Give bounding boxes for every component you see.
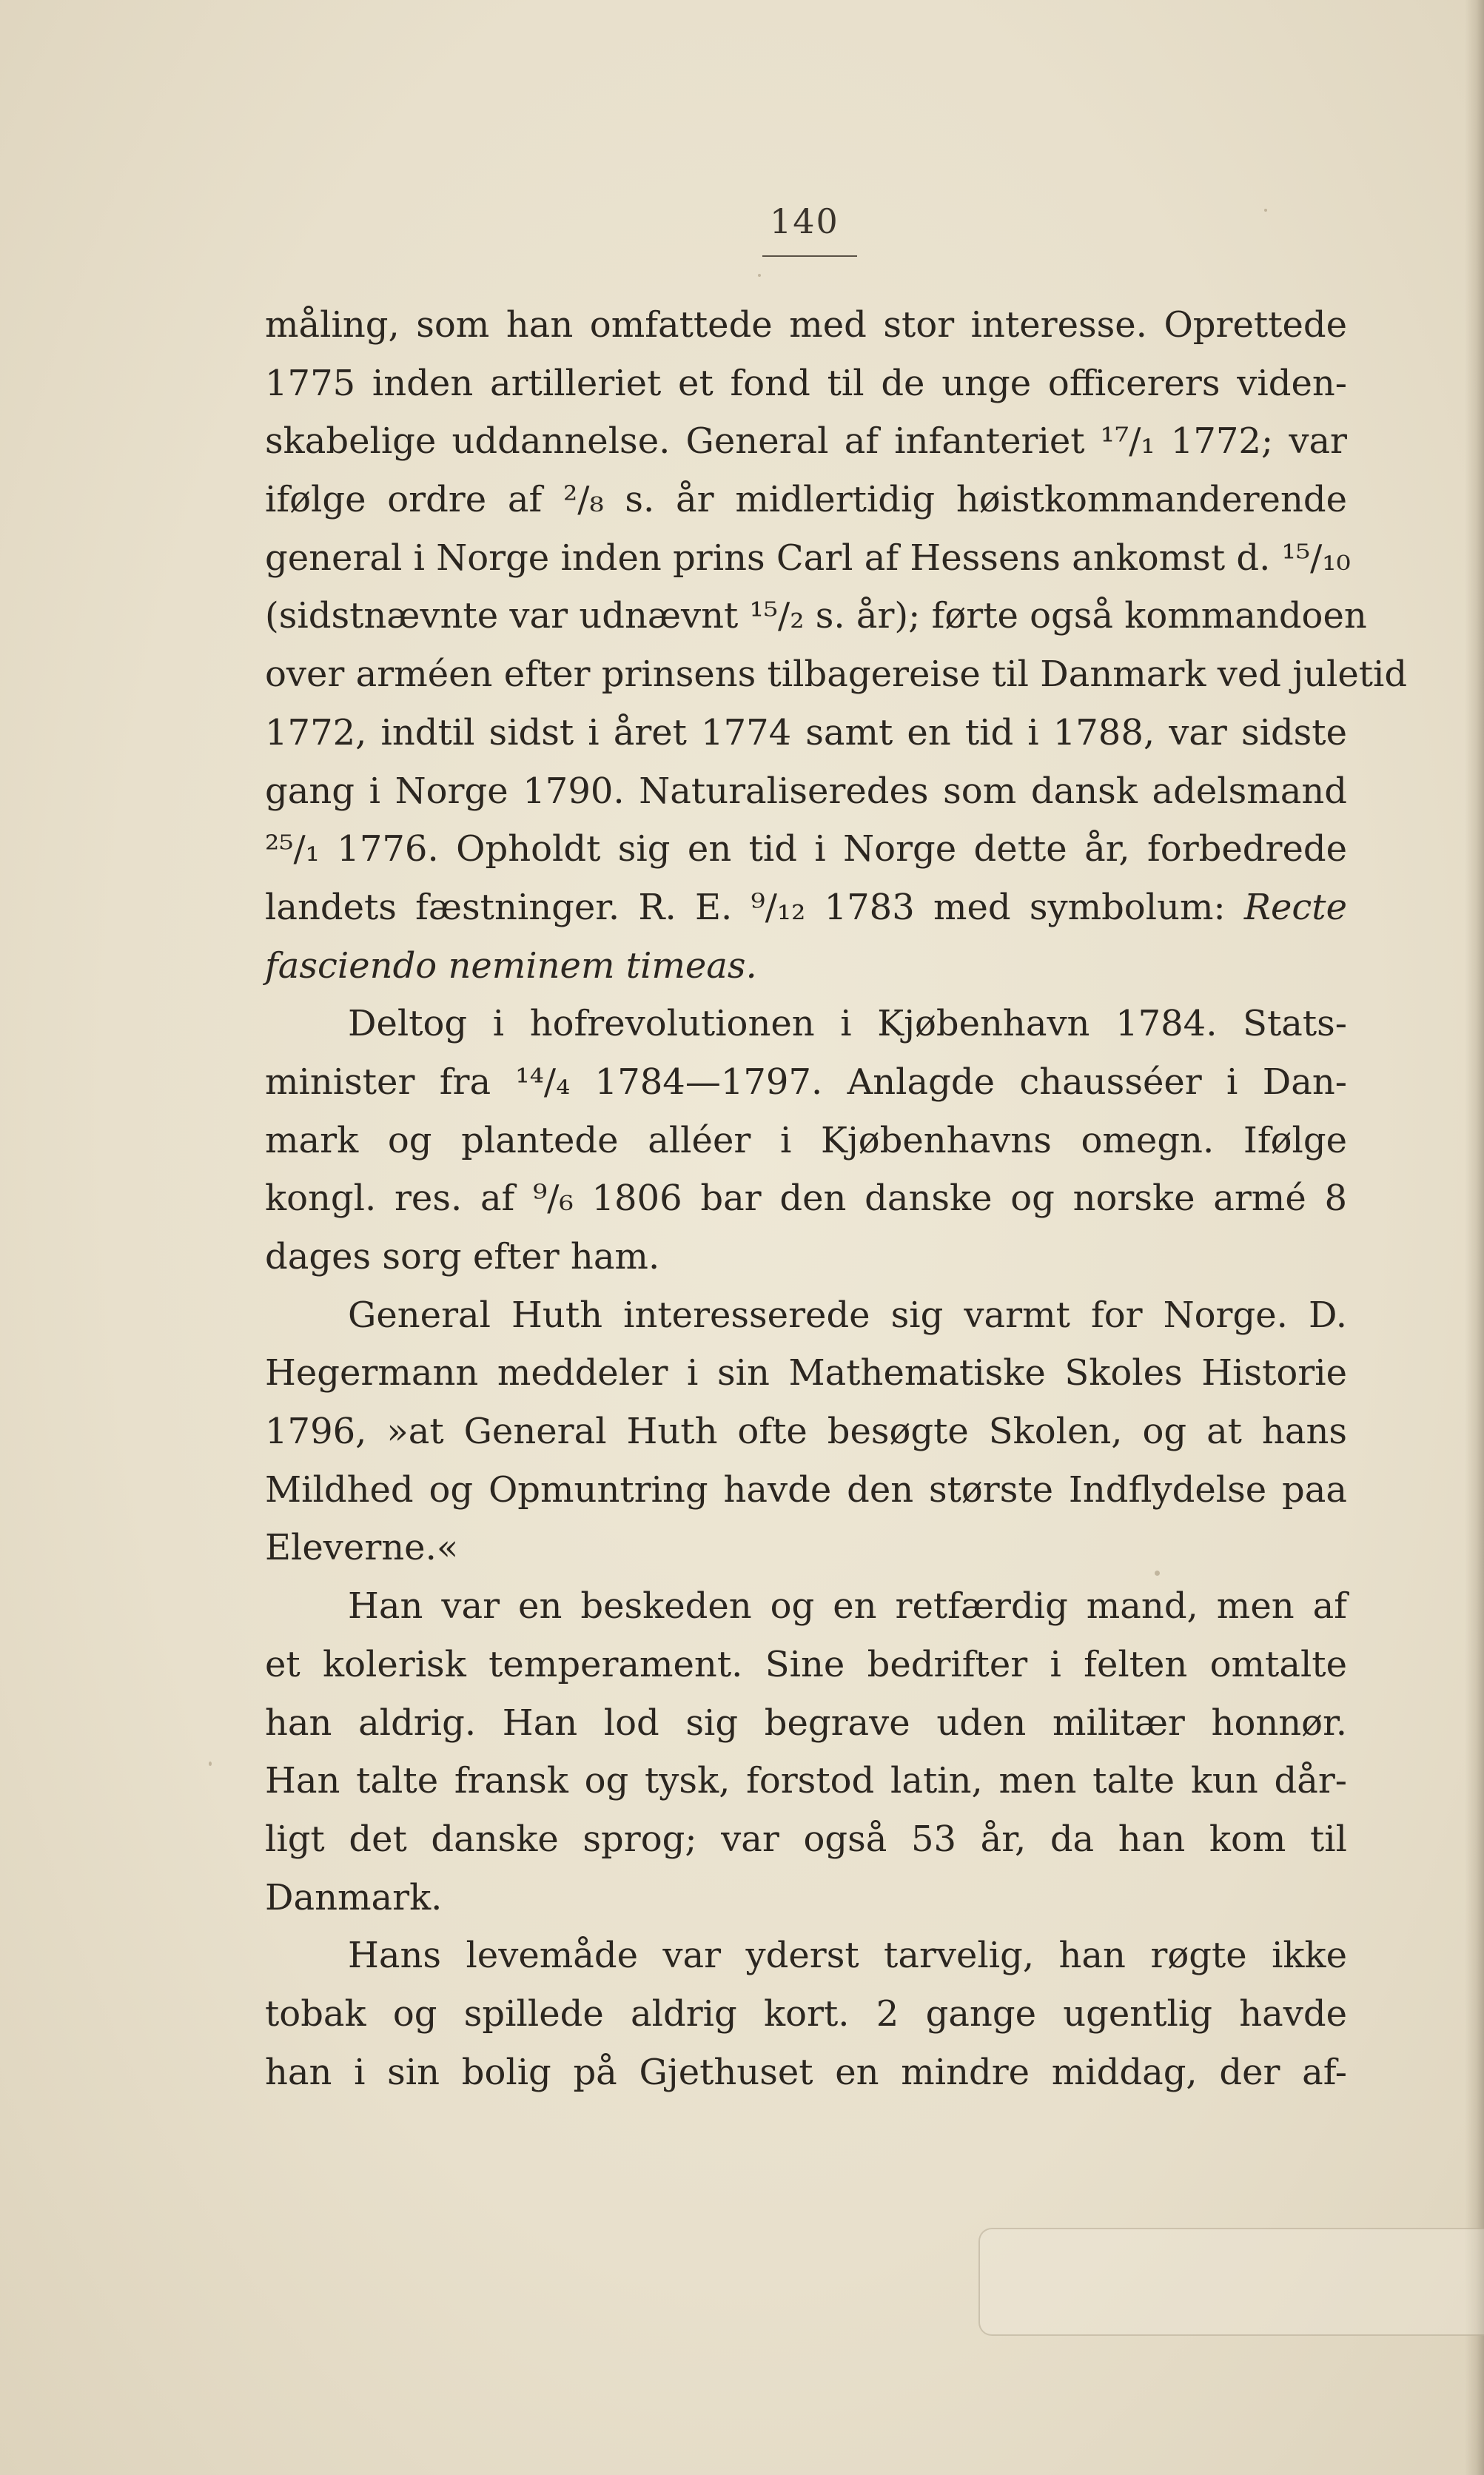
text-line: ligt det danske sprog; var også 53 år, da han kom til <box>265 1818 1347 1860</box>
text-line: tobak og spillede aldrig kort. 2 gange ugentlig havde <box>265 1992 1347 2035</box>
text-line: over arméen efter prinsens tilbagereise til Danmark ved juletid <box>265 654 1408 696</box>
paragraph-end: dages sorg efter ham. <box>265 1236 660 1277</box>
text-line: ifølge ordre af ²/₈ s. år midlertidig høistkommanderende <box>265 479 1347 521</box>
text-roman: landets fæstninger. R. E. ⁹/₁₂ 1783 med symbolum: <box>265 886 1244 928</box>
text-line: et kolerisk temperament. Sine bedrifter i felten omtalte <box>265 1643 1347 1685</box>
text-line: kongl. res. af ⁹/₆ 1806 bar den danske og norske armé 8 <box>265 1178 1347 1220</box>
page-number-rule <box>762 255 857 257</box>
paragraph-end: Eleverne.« <box>265 1527 459 1569</box>
text-line: Han talte fransk og tysk, forstod latin, men talte kun dår- <box>265 1760 1347 1802</box>
paragraph-start: Han var en beskeden og en retfærdig mand, men af <box>348 1585 1347 1628</box>
text-line: (sidstnævnte var udnævnt ¹⁵/₂ s. år); førte også kommandoen <box>265 595 1367 637</box>
foxing-spot <box>1155 1571 1160 1576</box>
motto-italic-line: fasciendo neminem timeas. <box>265 944 757 987</box>
motto-italic: Recte <box>1243 886 1347 928</box>
text-line: måling, som han omfattede med stor interesse. Oprettede <box>265 304 1347 346</box>
paragraph-start: General Huth interesserede sig varmt for Norge. D. <box>348 1294 1347 1336</box>
text-line: minister fra ¹⁴/₄ 1784—1797. Anlagde chausséer i Dan- <box>265 1061 1347 1103</box>
text-line: ²⁵/₁ 1776. Opholdt sig en tid i Norge dette år, forbedrede <box>265 828 1347 870</box>
text-line: Mildhed og Opmuntring havde den største Indflydelse paa <box>265 1468 1347 1511</box>
text-line: 1772, indtil sidst i året 1774 samt en tid i 1788, var sidste <box>265 711 1347 753</box>
paper-tab-outline <box>978 2228 1484 2336</box>
text-line-with-motto <box>265 879 1347 937</box>
text-line: han aldrig. Han lod sig begrave uden militær honnør. <box>265 1702 1347 1744</box>
text-line: han i sin bolig på Gjethuset en mindre middag, der af- <box>265 2051 1347 2093</box>
text-line: Hegermann meddeler i sin Mathematiske Skoles Historie <box>265 1352 1347 1394</box>
foxing-spot <box>209 1762 212 1766</box>
paragraph-end: Danmark. <box>265 1876 443 1918</box>
foxing-spot <box>758 274 761 277</box>
foxing-spot <box>1264 209 1267 212</box>
paragraph-start: Hans levemåde var yderst tarvelig, han røgte ikke <box>348 1935 1347 1977</box>
paragraph-start: Deltog i hofrevolutionen i Kjøbenhavn 1784. Stats- <box>348 1003 1347 1045</box>
body-text <box>265 296 1408 2101</box>
text-line: skabelige uddannelse. General af infanteriet ¹⁷/₁ 1772; var <box>265 420 1347 463</box>
page-edge-shadow <box>1465 0 1484 2475</box>
text-line: 1775 inden artilleriet et fond til de unge officerers viden- <box>265 362 1347 404</box>
text-line: 1796, »at General Huth ofte besøgte Skolen, og at hans <box>265 1411 1347 1453</box>
text-line: mark og plantede alléer i Kjøbenhavns omegn. Ifølge <box>265 1119 1347 1161</box>
page-number: 140 <box>770 201 839 241</box>
text-line: gang i Norge 1790. Naturaliseredes som dansk adelsmand <box>265 770 1347 812</box>
text-line: general i Norge inden prins Carl af Hessens ankomst d. ¹⁵/₁₀ <box>265 537 1351 579</box>
